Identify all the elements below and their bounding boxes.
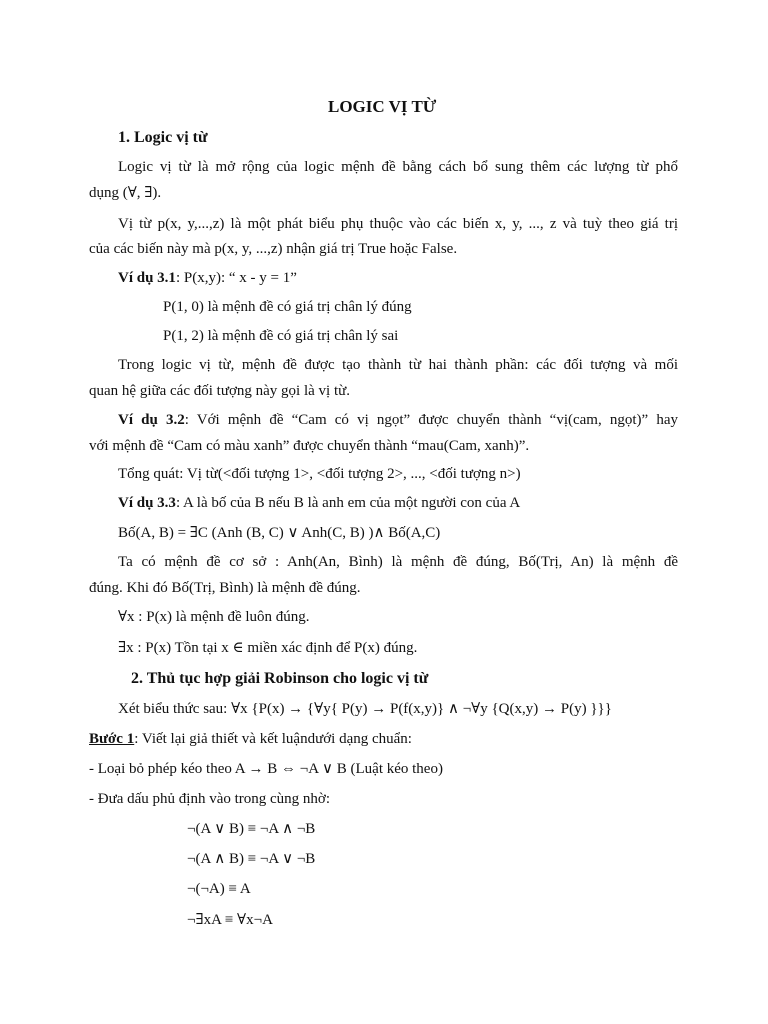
paragraph-3-line-2: quan hệ giữa các đối tượng này gọi là vị từ. bbox=[89, 383, 351, 399]
expression-line: Xét biểu thức sau: ∀x {P(x) → {∀y{ P(y) → P(f(x,y)} ∧ ¬∀y {Q(x,y) → P(y) }}} bbox=[118, 701, 612, 717]
page-title: LOGIC VỊ TỪ bbox=[328, 97, 437, 116]
example-3-2-line-1 bbox=[118, 411, 678, 429]
bullet-implication: - Loại bỏ phép kéo theo A → B ⇔ ¬A ∨ B (Luật kéo theo) bbox=[89, 761, 443, 777]
rule-de-morgan-or: ¬(A ∨ B) ≡ ¬A ∧ ¬B bbox=[187, 821, 316, 837]
paragraph-1-line-1: Logic vị từ là mở rộng của logic mệnh đề bằng cách bổ sung thêm các lượng từ phổ bbox=[118, 159, 678, 175]
paragraph-4-line-1: Ta có mệnh đề cơ sở : Anh(An, Bình) là mệnh đề đúng, Bố(Trị, An) là mệnh đề bbox=[118, 554, 678, 570]
example-3-3-label: Ví dụ 3.3 bbox=[118, 495, 176, 511]
step-1-text: : Viết lại giả thiết và kết luậndưới dạng chuẩn: bbox=[134, 731, 412, 747]
example-3-2-label: Ví dụ 3.2 bbox=[118, 412, 185, 428]
example-3-1-text: : P(x,y): “ x - y = 1” bbox=[175, 270, 297, 286]
paragraph-4-line-2: đúng. Khi đó Bố(Trị, Bình) là mệnh đề đúng. bbox=[89, 580, 361, 596]
exists-statement: ∃x : P(x) Tồn tại x ∈ miền xác định để P(x) đúng. bbox=[118, 640, 418, 656]
example-3-2-text: : Với mệnh đề “Cam có vị ngọt” được chuyển thành “vị(cam, ngọt)” hay bbox=[184, 412, 678, 428]
bullet-negation: - Đưa dấu phủ định vào trong cùng nhờ: bbox=[89, 791, 331, 807]
general-form: Tổng quát: Vị từ(<đối tượng 1>, <đối tượng 2>, ..., <đối tượng n>) bbox=[118, 466, 521, 482]
rule-negated-exists: ¬∃xA ≡ ∀x¬A bbox=[187, 912, 273, 928]
example-3-1-label: Ví dụ 3.1 bbox=[118, 270, 176, 286]
paragraph-1-line-2: dụng (∀, ∃). bbox=[89, 185, 162, 201]
rule-de-morgan-and: ¬(A ∧ B) ≡ ¬A ∨ ¬B bbox=[187, 851, 316, 867]
example-3-1-case-a: P(1, 0) là mệnh đề có giá trị chân lý đúng bbox=[163, 299, 412, 315]
step-1 bbox=[89, 730, 412, 748]
paragraph-2-line-1: Vị từ p(x, y,...,z) là một phát biểu phụ thuộc vào các biến x, y, ..., z và tuỳ theo giá trị bbox=[118, 216, 678, 232]
paragraph-3-line-1: Trong logic vị từ, mệnh đề được tạo thành từ hai thành phần: các đối tượng và mối bbox=[118, 357, 678, 373]
section-2-heading: 2. Thủ tục hợp giải Robinson cho logic vị từ bbox=[131, 670, 429, 687]
rule-double-negation: ¬(¬A) ≡ A bbox=[187, 881, 251, 897]
forall-statement: ∀x : P(x) là mệnh đề luôn đúng. bbox=[118, 609, 310, 625]
section-1-heading: 1. Logic vị từ bbox=[118, 129, 208, 146]
example-3-1-case-b: P(1, 2) là mệnh đề có giá trị chân lý sai bbox=[163, 328, 399, 344]
father-formula: Bố(A, B) = ∃C (Anh (B, C) ∨ Anh(C, B) )∧ Bố(A,C) bbox=[118, 525, 441, 541]
example-3-3 bbox=[118, 494, 520, 512]
example-3-1 bbox=[118, 269, 297, 287]
paragraph-2-line-2: của các biến này mà p(x, y, ...,z) nhận giá trị True hoặc False. bbox=[89, 241, 458, 257]
example-3-2-line-2: với mệnh đề “Cam có màu xanh” được chuyển thành “mau(Cam, xanh)”. bbox=[89, 438, 530, 454]
step-1-label: Bước 1 bbox=[89, 731, 135, 747]
example-3-3-text: : A là bố của B nếu B là anh em của một người con của A bbox=[175, 495, 521, 511]
